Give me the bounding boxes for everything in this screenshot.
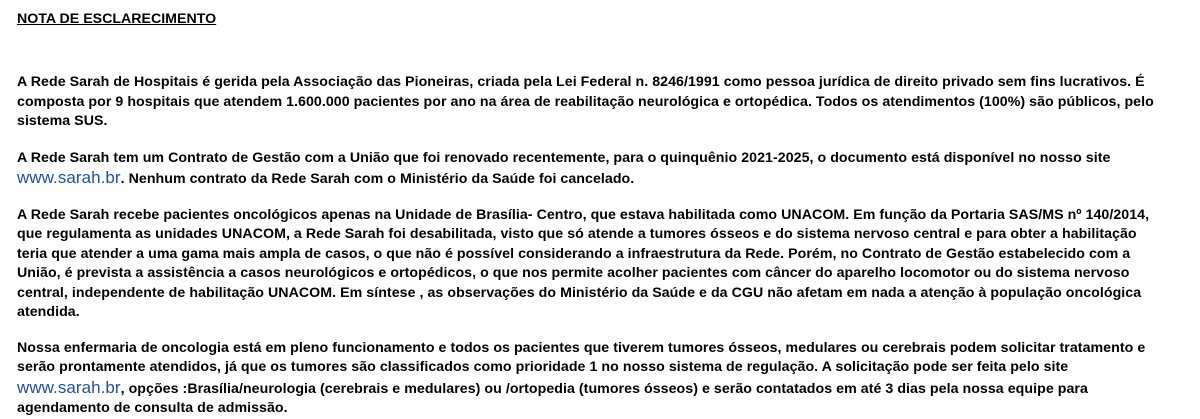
paragraph-3-line-4: União, é prevista a assistência a casos neurológicos e ortopédicos, o que nos permite acolher pacientes com câncer do aparelho locomotor ou do sistema nervoso <box>17 265 1130 281</box>
paragraph-2-line-2-text: . Nenhum contrato da Rede Sarah com o Ministério da Saúde foi cancelado. <box>120 171 635 187</box>
paragraph-4-line-3 <box>17 378 1189 400</box>
paragraph-1-line-2: composta por 9 hospitais que atendem 1.600.000 pacientes por ano na área de reabilitação neurológica e ortopédica. Todos os atendimentos (100%) são públicos, pelo <box>17 93 1154 110</box>
paragraph-3-line-2: que regulamenta as unidades UNACOM, a Rede Sarah foi desabilitada, visto que só atende a tumores ósseos e do sistema nervoso central e para obter a habilitação <box>17 226 1137 242</box>
paragraph-1-line-1: A Rede Sarah de Hospitais é gerida pela Associação das Pioneiras, criada pela Lei Federal n. 8246/1991 como pessoa jurídica de direito privado sem fins lucrativos. É <box>17 74 1145 90</box>
sarah-site-link[interactable]: www.sarah.br <box>17 168 121 187</box>
paragraph-3 <box>17 206 1189 323</box>
paragraph-4-line-3-text: , opções :Brasília/neurologia (cerebrais e medulares) ou /ortopedia (tumores ósseos) e serão contatados em até 3 dias pela nossa equipe para <box>120 380 1088 397</box>
document-body <box>17 10 1189 419</box>
paragraph-2-line-1: A Rede Sarah tem um Contrato de Gestão com a União que foi renovado recentemente, para o quinquênio 2021-2025, o documento está disponível no nosso site <box>17 149 1111 166</box>
document-title: NOTA DE ESCLARECIMENTO <box>17 11 217 27</box>
paragraph-1 <box>17 73 1189 132</box>
paragraph-1-line-3: sistema SUS. <box>17 113 108 129</box>
paragraph-3-line-3: teria que atender a uma gama mais ampla de casos, o que não é possível considerando a infraestrutura da Rede. Porém, no Contrato de Gestão estabelecido com a <box>17 245 1131 262</box>
paragraph-2-line-2 <box>17 168 1189 190</box>
paragraph-3-line-1: A Rede Sarah recebe pacientes oncológicos apenas na Unidade de Brasília- Centro, que estava habilitada como UNACOM. Em função da Portaria SAS/MS nº 140/2014, <box>17 206 1150 223</box>
paragraph-2 <box>17 149 1189 190</box>
paragraph-4-line-1: Nossa enfermaria de oncologia está em pleno funcionamento e todos os pacientes que tiverem tumores ósseos, medulares ou cerebrais podem solicitar tratamento e <box>17 339 1146 356</box>
paragraph-4 <box>17 339 1189 419</box>
paragraph-4-line-2: serão prontamente atendidos, já que os tumores são classificados como prioridade 1 no nosso sistema de regulação. A solicitação pode ser feita pelo site <box>17 359 1069 375</box>
paragraph-4-line-4: agendamento de consulta de admissão. <box>17 400 288 416</box>
sarah-site-link[interactable]: www.sarah.br <box>17 377 121 397</box>
paragraph-3-line-6: atendida. <box>17 304 80 320</box>
paragraph-3-line-5: central, independente de habilitação UNACOM. Em síntese , as observações do Ministério da Saúde e da CGU não afetam em nada a atenção à população oncológica <box>17 284 1142 301</box>
